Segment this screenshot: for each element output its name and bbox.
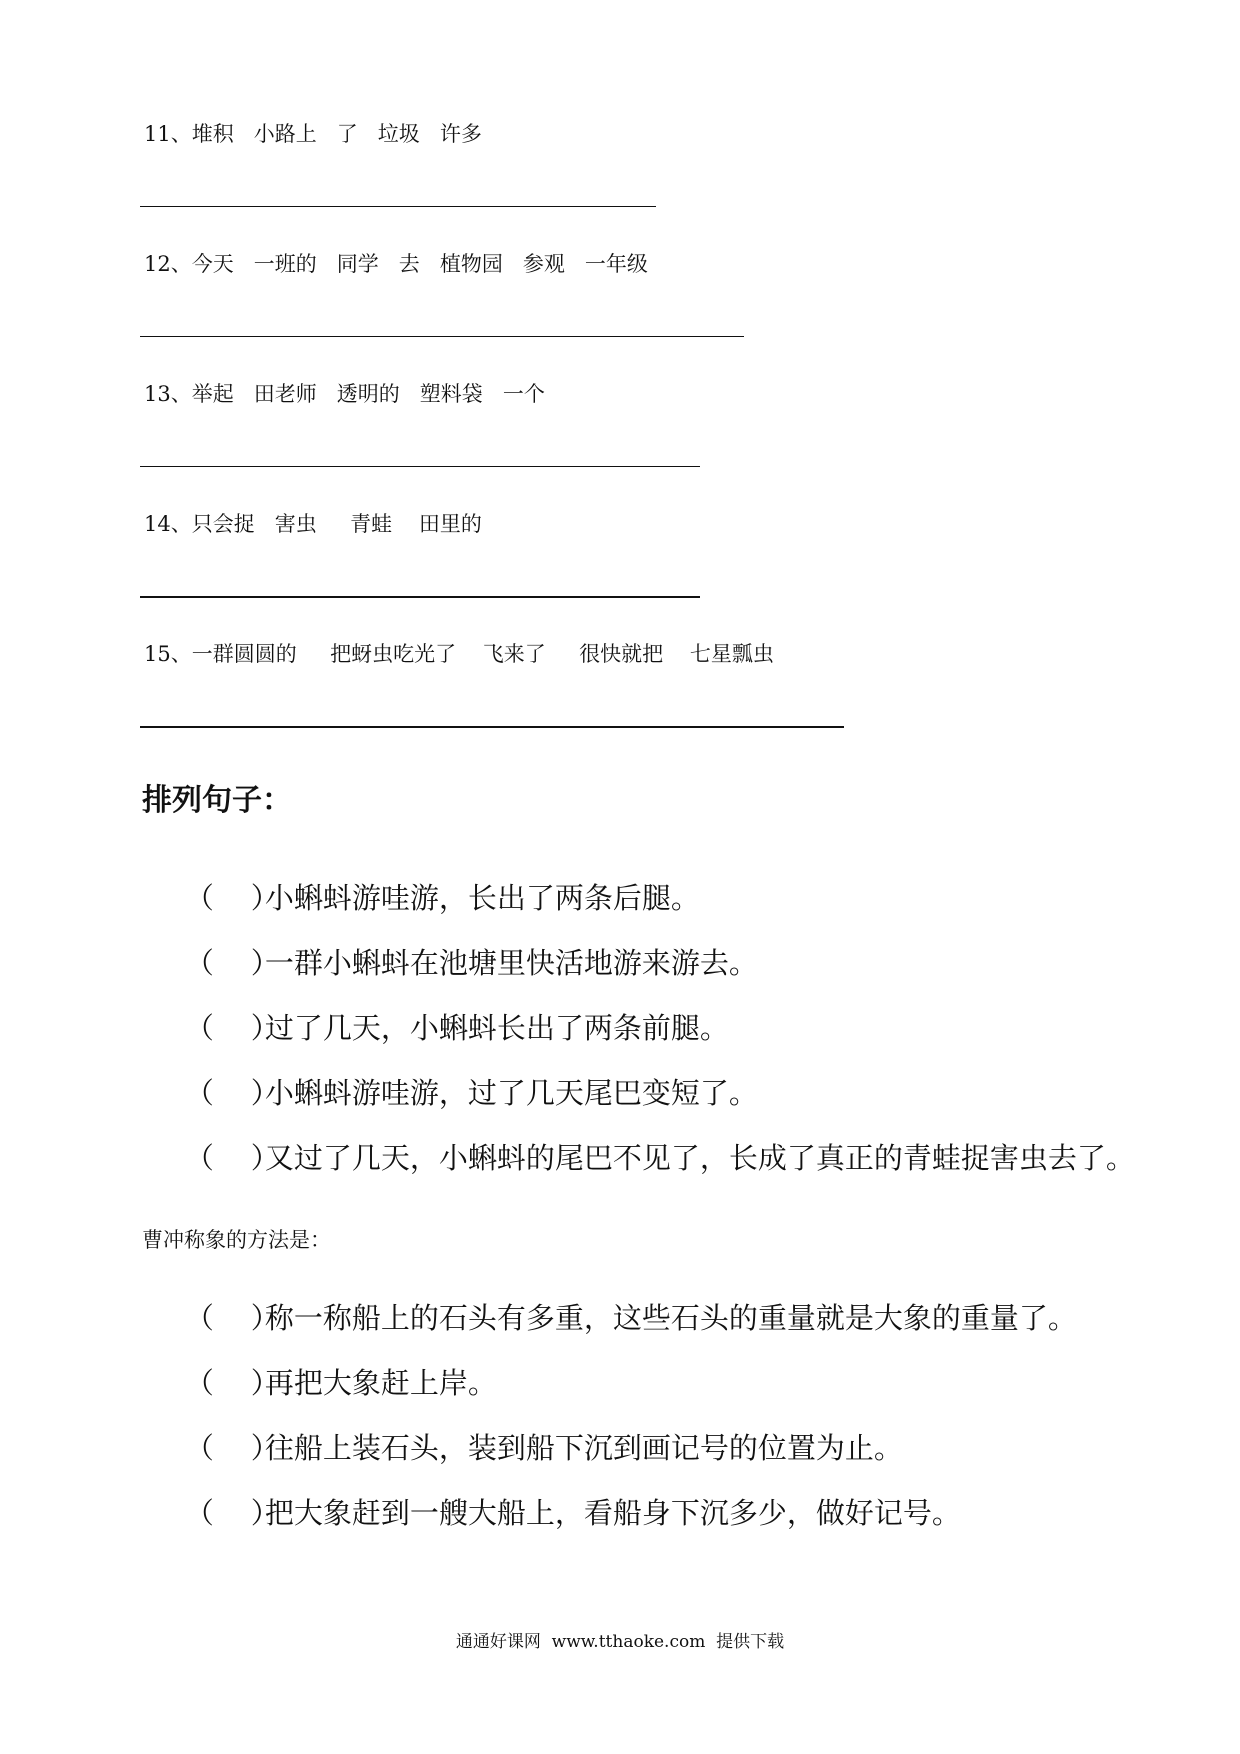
exercise-13-words: 13、举起 田老师 透明的 塑料袋 一个 — [144, 382, 545, 406]
exercise-13-answer-line[interactable] — [140, 466, 700, 467]
order-sentence: 再把大象赶上岸。 — [264, 1366, 497, 1400]
order-sentence: 小蝌蚪游哇游，长出了两条后腿。 — [264, 881, 700, 915]
order-sentence: 过了几天，小蝌蚪长出了两条前腿。 — [264, 1011, 729, 1045]
order-blank[interactable]: （ ） — [184, 1431, 280, 1465]
exercise-15-words: 15、一群圆圆的 把蚜虫吃光了 飞来了 很快就把 七星瓢虫 — [144, 642, 774, 666]
order-sentence: 称一称船上的石头有多重，这些石头的重量就是大象的重量了。 — [264, 1301, 1077, 1335]
page-footer: 通通好课网 www.tthaoke.com 提供下载 — [455, 1632, 785, 1652]
order-sentence: 一群小蝌蚪在池塘里快活地游来游去。 — [264, 946, 758, 980]
order-sentence: 往船上装石头，装到船下沉到画记号的位置为止。 — [264, 1431, 903, 1465]
order-blank[interactable]: （ ） — [184, 1076, 280, 1110]
exercise-12-answer-line[interactable] — [140, 336, 744, 337]
exercise-11-answer-line[interactable] — [140, 206, 656, 207]
order-sentence: 小蝌蚪游哇游，过了几天尾巴变短了。 — [264, 1076, 758, 1110]
order-blank[interactable]: （ ） — [184, 1366, 280, 1400]
order-blank[interactable]: （ ） — [184, 1301, 280, 1335]
order-sentence: 把大象赶到一艘大船上，看船身下沉多少，做好记号。 — [264, 1496, 961, 1530]
section-title: 排列句子： — [142, 783, 292, 818]
order-blank[interactable]: （ ） — [184, 881, 280, 915]
exercise-14-words: 14、只会捉 害虫 青蛙 田里的 — [144, 512, 482, 536]
exercise-14-answer-line[interactable] — [140, 596, 700, 598]
order-blank[interactable]: （ ） — [184, 1141, 280, 1175]
group-2-title: 曹冲称象的方法是： — [142, 1228, 331, 1252]
order-blank[interactable]: （ ） — [184, 1496, 280, 1530]
order-blank[interactable]: （ ） — [184, 1011, 280, 1045]
order-item — [148, 1470, 961, 1557]
order-sentence: 又过了几天，小蝌蚪的尾巴不见了，长成了真正的青蛙捉害虫去了。 — [264, 1141, 1135, 1175]
exercise-11-words: 11、堆积 小路上 了 垃圾 许多 — [144, 122, 482, 146]
order-item — [148, 1115, 1135, 1202]
exercise-15-answer-line[interactable] — [140, 726, 844, 728]
order-blank[interactable]: （ ） — [184, 946, 280, 980]
exercise-12-words: 12、今天 一班的 同学 去 植物园 参观 一年级 — [144, 252, 648, 276]
